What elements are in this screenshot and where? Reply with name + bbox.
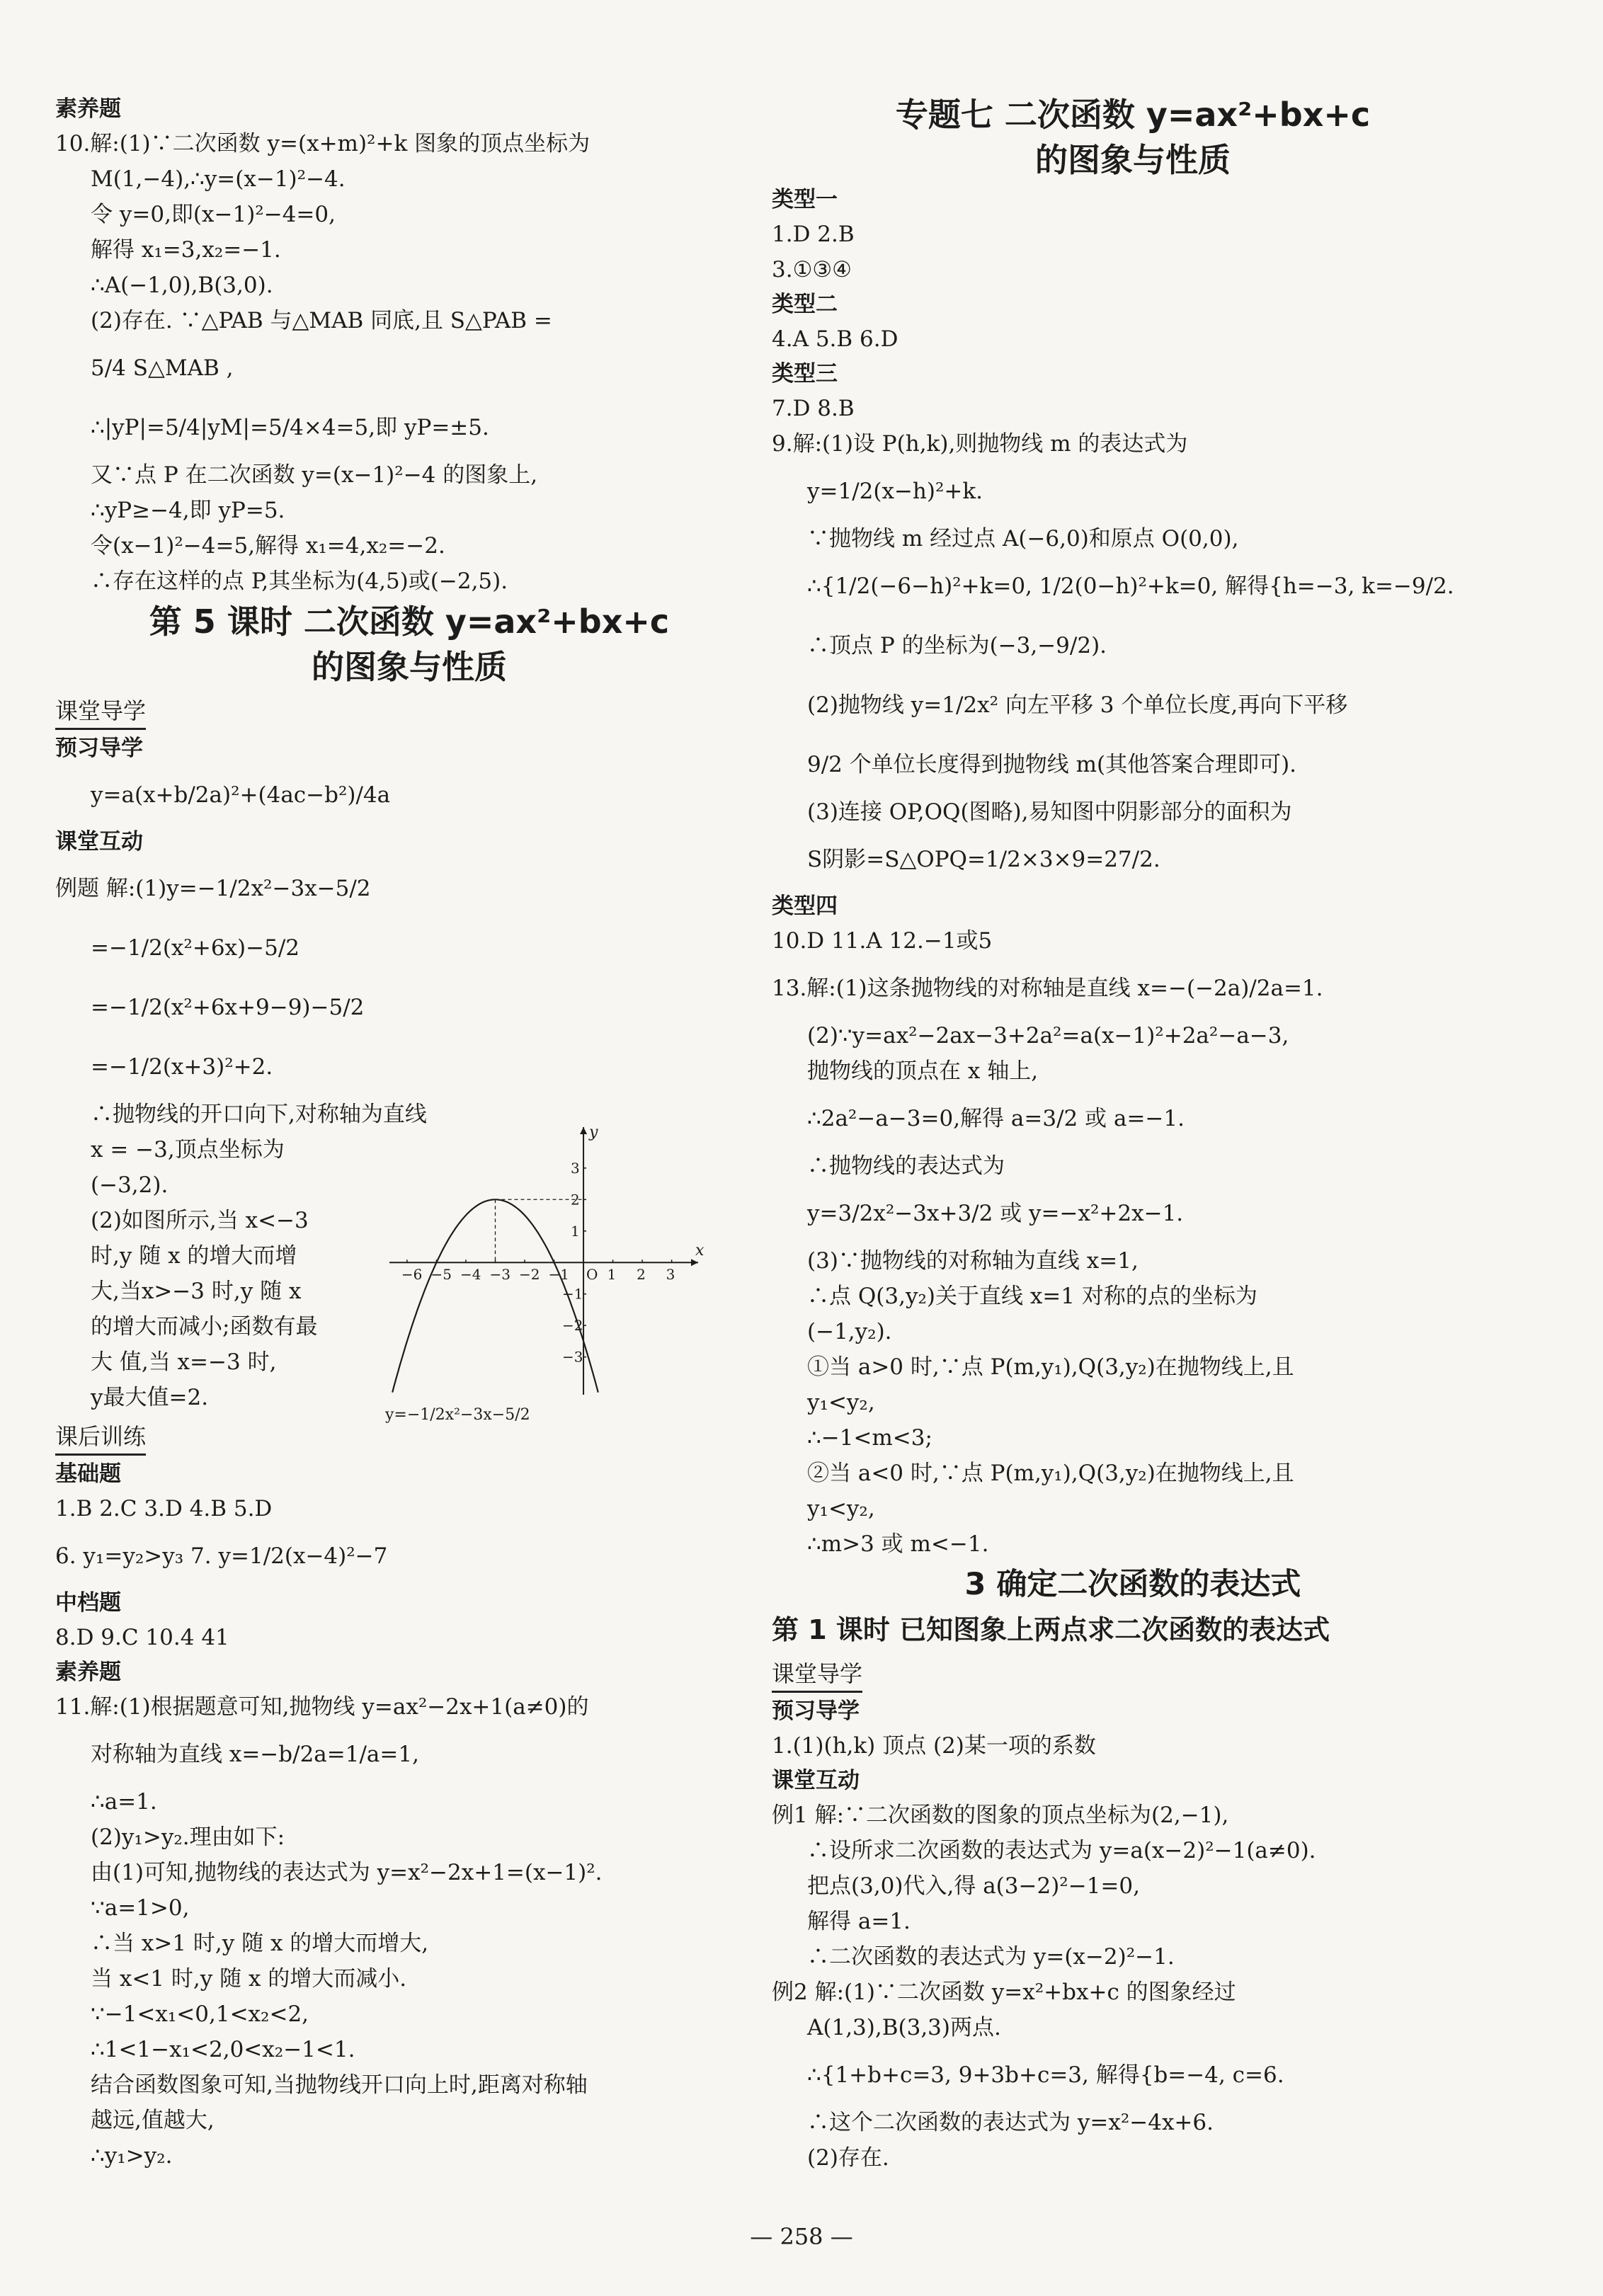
answer-line: 令(x−1)²−4=5,解得 x₁=4,x₂=−2. [91, 533, 445, 559]
answer-line: ∴存在这样的点 P,其坐标为(4,5)或(−2,5). [91, 569, 508, 594]
answer-line: ∴抛物线的开口向下,对称轴为直线 [91, 1102, 427, 1127]
answer-line: (3)连接 OP,OQ(图略),易知图中阴影部分的面积为 [807, 799, 1292, 825]
section-heading: 类型二 [772, 292, 838, 317]
answer-line: y₁<y₂, [807, 1390, 875, 1415]
answer-line: ∴m>3 或 m<−1. [807, 1531, 989, 1557]
answer-line: 大,当x>−3 时,y 随 x [91, 1279, 302, 1304]
example-1 [772, 1798, 1494, 1975]
section-heading: 基础题 [55, 1461, 121, 1487]
function-label: y=−1/2x²−3x−5/2 [385, 1406, 530, 1424]
section-heading: 素养题 [55, 1660, 121, 1685]
answer-line: 6. y₁=y₂>y₃ 7. y=1/2(x−4)²−7 [55, 1543, 388, 1569]
answer-line: 9/2 个单位长度得到抛物线 m(其他答案合理即可). [807, 752, 1297, 777]
section-heading: 类型四 [772, 893, 838, 919]
answer-line: ∴抛物线的表达式为 [807, 1153, 1005, 1179]
answer-line: ∴顶点 P 的坐标为(−3,−9/2). [807, 633, 1107, 658]
answer-line: 例2 解:(1)∵二次函数 y=x²+bx+c 的图象经过 [772, 1980, 1236, 2005]
y-tick-label: 2 [571, 1191, 580, 1209]
answer-line: 解得 x₁=3,x₂=−1. [91, 237, 281, 263]
answer-line: 4.A 5.B 6.D [772, 326, 899, 352]
section-heading: 中档题 [55, 1590, 121, 1616]
x-tick-label: −4 [460, 1266, 481, 1284]
x-tick-label: 1 [607, 1266, 617, 1284]
x-tick-label: O [586, 1266, 598, 1284]
answer-line: ∴二次函数的表达式为 y=(x−2)²−1. [807, 1944, 1175, 1970]
answer-line: x = −3,顶点坐标为 [91, 1137, 285, 1163]
lesson-title: 第 1 课时 已知图象上两点求二次函数的表达式 [772, 1614, 1330, 1645]
section-heading: 课堂导学 [55, 694, 146, 730]
section-heading: 课堂互动 [55, 829, 143, 855]
x-tick-label: 3 [666, 1266, 675, 1284]
answer-line: ∴2a²−a−3=0,解得 a=3/2 或 a=−1. [807, 1106, 1185, 1131]
x-axis-arrow [691, 1259, 698, 1266]
answer-line: M(1,−4),∴y=(x−1)²−4. [91, 166, 346, 192]
x-tick-label: 2 [637, 1266, 646, 1284]
topic-title: 的图象与性质 [1035, 141, 1231, 179]
answer-line: (2)抛物线 y=1/2x² 向左平移 3 个单位长度,再向下平移 [807, 692, 1348, 718]
answer-line: 大 值,当 x=−3 时, [91, 1349, 277, 1375]
answer-line: 抛物线的顶点在 x 轴上, [807, 1058, 1039, 1084]
answer-line: 1.B 2.C 3.D 4.B 5.D [55, 1496, 273, 1521]
x-tick-label: −5 [430, 1266, 452, 1284]
answer-line: ∴{1/2(−6−h)²+k=0, 1/2(0−h)²+k=0, 解得{h=−3, k=−9/2. [807, 573, 1454, 599]
answer-line: ∴y₁>y₂. [91, 2143, 173, 2169]
answer-line: ∵−1<x₁<0,1<x₂<2, [91, 2001, 309, 2027]
answer-line: ∴yP≥−4,即 yP=5. [91, 498, 285, 523]
answer-line: 例题 解:(1)y=−1/2x²−3x−5/2 [55, 876, 371, 901]
question-13 [772, 959, 1494, 1562]
answer-line: ∴−1<m<3; [807, 1425, 932, 1451]
answer-line: 3.①③④ [772, 257, 852, 282]
answer-line: y₁<y₂, [807, 1496, 875, 1521]
answer-line: 1.D 2.B [772, 222, 855, 247]
answer-line: ∴当 x>1 时,y 随 x 的增大而增大, [91, 1931, 429, 1956]
lesson-title: 第 5 课时 二次函数 y=ax²+bx+c [149, 602, 670, 641]
answer-line: 解得 a=1. [807, 1909, 911, 1934]
answer-line: 对称轴为直线 x=−b/2a=1/a=1, [91, 1742, 419, 1767]
answer-line: (2)如图所示,当 x<−3 [91, 1208, 309, 1233]
example [55, 859, 763, 1097]
y-tick-label: −2 [562, 1317, 583, 1335]
y-tick-label: −3 [562, 1348, 583, 1366]
answer-line: (2)∵y=ax²−2ax−3+2a²=a(x−1)²+2a²−a−3, [807, 1023, 1289, 1049]
x-tick-label: −1 [548, 1266, 570, 1284]
section-heading: 预习导学 [55, 736, 143, 761]
answer-line: 结合函数图象可知,当抛物线开口向上时,距离对称轴 [91, 2072, 588, 2098]
answer-line: (2)存在. ∵△PAB 与△MAB 同底,且 S△PAB = [91, 308, 552, 333]
topic-title: 专题七 二次函数 y=ax²+bx+c [895, 96, 1371, 134]
answer-line: ②当 a<0 时,∵点 P(m,y₁),Q(3,y₂)在抛物线上,且 [807, 1461, 1294, 1486]
section-heading: 素养题 [55, 96, 121, 122]
answer-line: 7.D 8.B [772, 396, 855, 421]
answer-line: 1.(1)(h,k) 顶点 (2)某一项的系数 [772, 1733, 1096, 1759]
answer-line: 10.解:(1)∵二次函数 y=(x+m)²+k 图象的顶点坐标为 [55, 131, 591, 156]
answer-line: 11.解:(1)根据题意可知,抛物线 y=ax²−2x+1(a≠0)的 [55, 1694, 589, 1720]
answer-line: ∴|yP|=5/4|yM|=5/4×4=5,即 yP=±5. [91, 415, 489, 440]
x-axis-label: x [695, 1242, 704, 1260]
question-10 [55, 126, 763, 599]
answer-line: =−1/2(x²+6x+9−9)−5/2 [91, 995, 365, 1020]
answer-line: (2)y₁>y₂.理由如下: [91, 1824, 285, 1850]
section-heading: 课堂导学 [772, 1657, 862, 1693]
parabola-graph [382, 1119, 708, 1430]
y-tick-label: 1 [571, 1222, 580, 1240]
y-axis-label: y [589, 1124, 598, 1141]
answer-line: 10.D 11.A 12.−1或5 [772, 928, 993, 954]
section-heading: 预习导学 [772, 1698, 860, 1724]
y-tick-label: −1 [562, 1285, 583, 1303]
right-column [772, 92, 1494, 2176]
answer-line: ∴1<1−x₁<2,0<x₂−1<1. [91, 2037, 355, 2062]
formula: y=a(x+b/2a)²+(4ac−b²)/4a [91, 782, 391, 808]
answer-line: (2)存在. [807, 2145, 889, 2171]
answer-line: 9.解:(1)设 P(h,k),则抛物线 m 的表达式为 [772, 431, 1188, 457]
answer-line: 当 x<1 时,y 随 x 的增大而减小. [91, 1966, 407, 1992]
y-axis-arrow [580, 1127, 587, 1134]
answer-line: 把点(3,0)代入,得 a(3−2)²−1=0, [807, 1873, 1140, 1899]
section-heading: 课堂互动 [772, 1768, 860, 1793]
answer-line: y最大值=2. [91, 1385, 209, 1410]
answer-line: 又∵点 P 在二次函数 y=(x−1)²−4 的图象上, [91, 462, 538, 488]
answer-line: ∴a=1. [91, 1789, 157, 1815]
question-11 [55, 1689, 763, 2174]
answer-line: ∴A(−1,0),B(3,0). [91, 273, 273, 298]
answer-line: ∴这个二次函数的表达式为 y=x²−4x+6. [807, 2110, 1214, 2135]
answer-line: =−1/2(x+3)²+2. [91, 1054, 273, 1080]
answer-line: (−3,2). [91, 1172, 169, 1198]
question-9 [772, 426, 1494, 889]
answer-line: 13.解:(1)这条抛物线的对称轴是直线 x=−(−2a)/2a=1. [772, 976, 1323, 1001]
answer-line: y=1/2(x−h)²+k. [807, 479, 983, 504]
answer-line: S阴影=S△OPQ=1/2×3×9=27/2. [807, 847, 1160, 872]
section-heading: 课后训练 [55, 1420, 146, 1456]
answer-line: =−1/2(x²+6x)−5/2 [91, 935, 300, 961]
y-tick-label: 3 [571, 1159, 580, 1177]
answer-line: 例1 解:∵二次函数的图象的顶点坐标为(2,−1), [772, 1803, 1229, 1828]
answer-line: ①当 a>0 时,∵点 P(m,y₁),Q(3,y₂)在抛物线上,且 [807, 1354, 1294, 1380]
answer-line: ∵a=1>0, [91, 1895, 190, 1921]
section-heading: 类型三 [772, 361, 838, 387]
section-heading: 类型一 [772, 187, 838, 212]
answer-line: ∴设所求二次函数的表达式为 y=a(x−2)²−1(a≠0). [807, 1838, 1316, 1863]
answer-line: (−1,y₂). [807, 1319, 892, 1344]
example-explanation [55, 1097, 438, 1415]
answer-line: ∴点 Q(3,y₂)关于直线 x=1 对称的点的坐标为 [807, 1284, 1257, 1309]
answer-line: 令 y=0,即(x−1)²−4=0, [91, 202, 336, 227]
example-2 [772, 1975, 1494, 2176]
answer-line: 越远,值越大, [91, 2108, 215, 2133]
answer-line: A(1,3),B(3,3)两点. [807, 2015, 1001, 2040]
answer-line: ∵抛物线 m 经过点 A(−6,0)和原点 O(0,0), [807, 526, 1239, 552]
x-tick-label: −6 [401, 1266, 423, 1284]
answer-line: (3)∵抛物线的对称轴为直线 x=1, [807, 1248, 1139, 1274]
x-tick-label: −3 [489, 1266, 510, 1284]
answer-line: y=3/2x²−3x+3/2 或 y=−x²+2x−1. [807, 1201, 1184, 1226]
section-title: 3 确定二次函数的表达式 [964, 1567, 1301, 1602]
answer-line: 8.D 9.C 10.4 41 [55, 1625, 229, 1650]
answer-line: 5/4 S△MAB , [91, 355, 234, 381]
lesson-title: 的图象与性质 [312, 648, 507, 686]
page-number: — 258 — [750, 2223, 853, 2250]
answer-line: 的增大而减小;函数有最 [91, 1314, 318, 1340]
answer-line: ∴{1+b+c=3, 9+3b+c=3, 解得{b=−4, c=6. [807, 2062, 1284, 2088]
answer-line: 由(1)可知,抛物线的表达式为 y=x²−2x+1=(x−1)². [91, 1860, 603, 1885]
x-tick-label: −2 [519, 1266, 540, 1284]
answer-line: 时,y 随 x 的增大而增 [91, 1243, 297, 1269]
